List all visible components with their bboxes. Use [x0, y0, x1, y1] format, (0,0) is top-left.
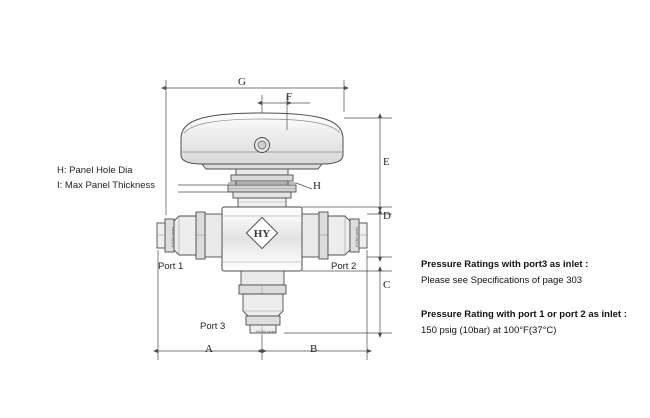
- port1-fitting: [157, 212, 222, 259]
- spec-body-port1-port2-inlet: 150 psig (10bar) at 100°F(37°C): [421, 325, 557, 336]
- dimension-label-C: C: [383, 279, 391, 291]
- dimension-label-F: F: [286, 91, 293, 103]
- port3-fitting: [239, 271, 286, 333]
- port-label-port2: Port 2: [331, 261, 357, 272]
- svg-text:HY: HY: [253, 228, 271, 240]
- spec-heading-port1-port2-inlet: Pressure Rating with port 1 or port 2 as inlet :: [421, 309, 627, 320]
- note-panel-hole-dia: H: Panel Hole Dia: [57, 165, 133, 176]
- handle-assembly: [181, 113, 343, 169]
- port-label-port3: Port 3: [200, 321, 226, 332]
- part-mark-left: HY-BV series: [171, 226, 175, 247]
- dimension-label-D: D: [383, 210, 391, 222]
- spec-heading-port3-inlet: Pressure Ratings with port3 as inlet :: [421, 259, 589, 270]
- spec-body-port3-inlet: Please see Specifications of page 303: [421, 275, 583, 286]
- part-mark-bottom: HY-BV series: [256, 330, 277, 334]
- dimension-label-B: B: [310, 343, 318, 355]
- port-label-port1: Port 1: [158, 261, 184, 272]
- part-mark-right: HY-BV series: [355, 226, 359, 247]
- dimension-label-G: G: [238, 76, 246, 88]
- dimension-label-A: A: [205, 343, 213, 355]
- dimension-label-H: H: [313, 180, 321, 192]
- note-max-panel-thickness: I: Max Panel Thickness: [57, 180, 156, 191]
- stem-panel-nut-stack: [228, 169, 296, 207]
- dimension-label-E: E: [383, 156, 390, 168]
- valve-body: [222, 207, 302, 271]
